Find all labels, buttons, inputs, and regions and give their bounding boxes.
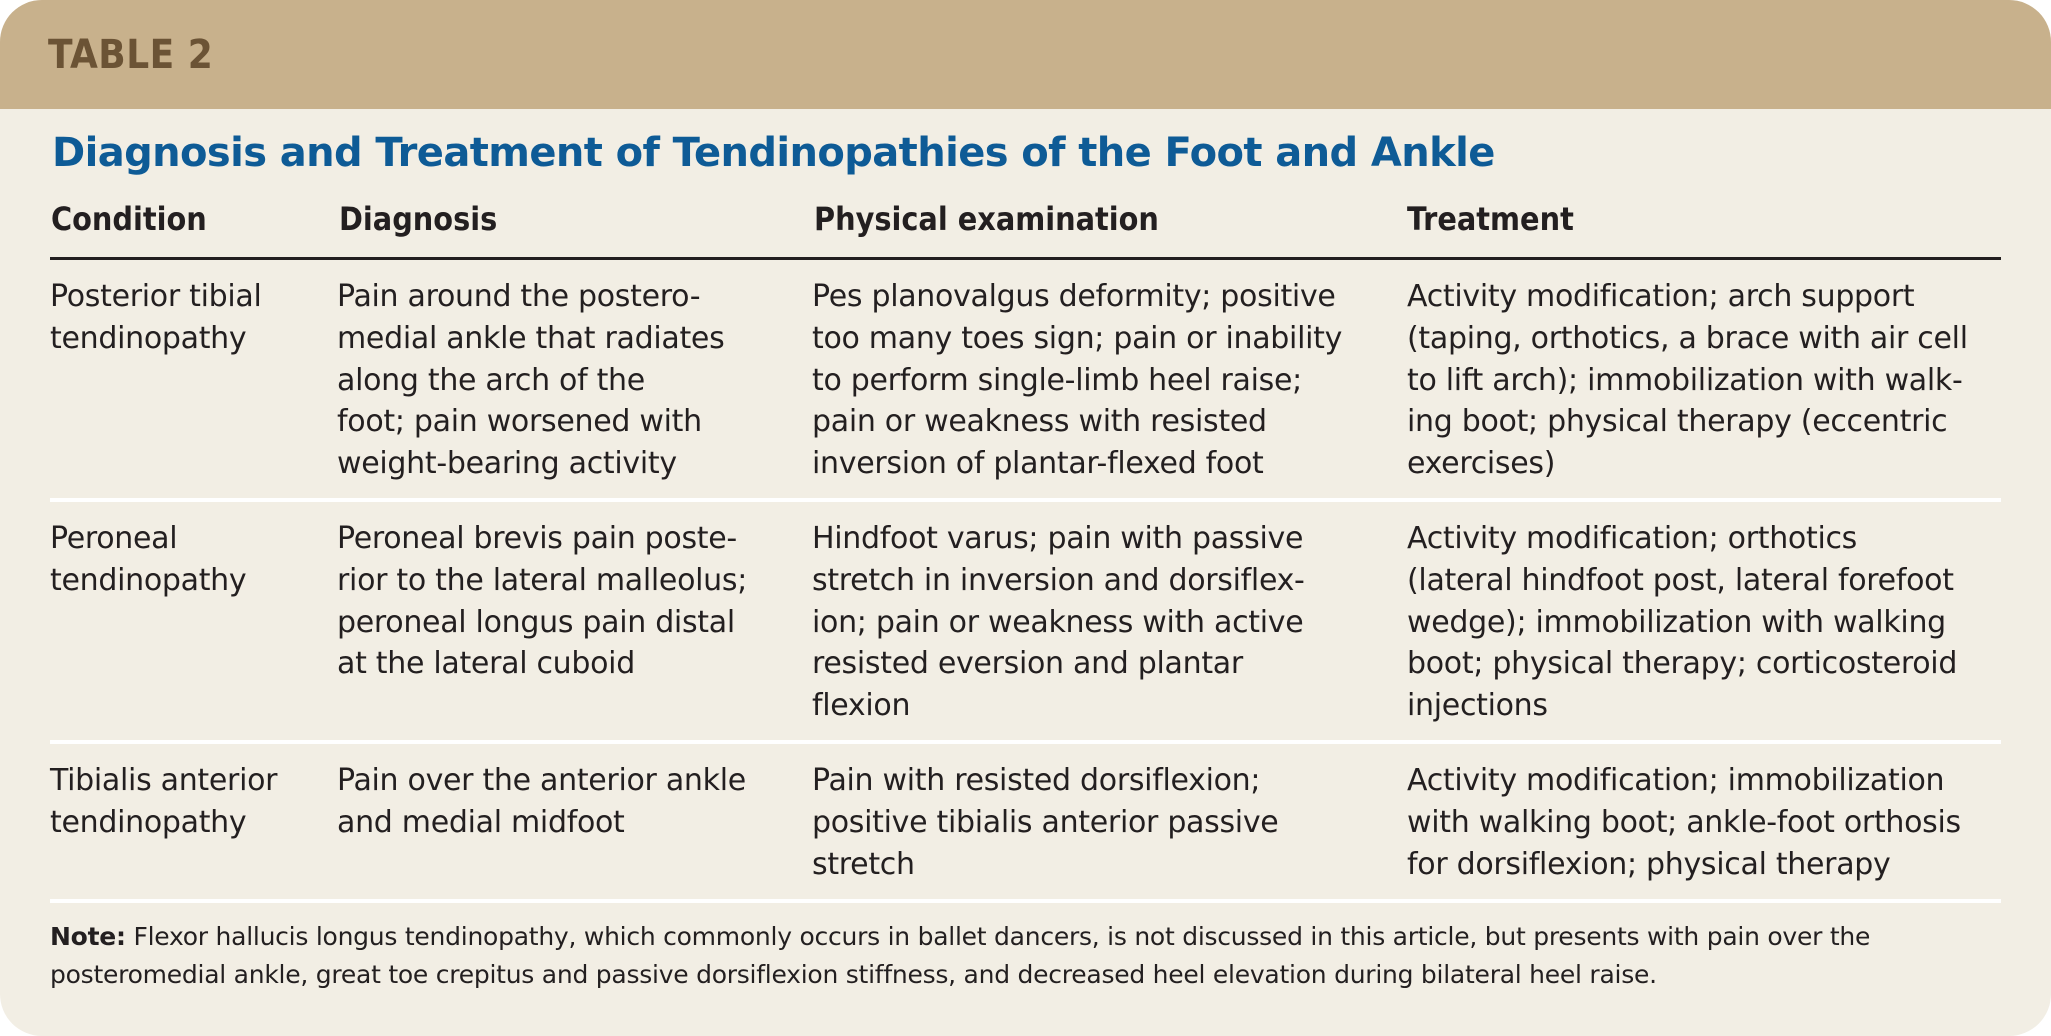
cell-line: Activity modification; orthotics (1407, 521, 1858, 556)
footnote-text: Flexor hallucis longus tendinopathy, which commonly occurs in ballet dancers, is not discussed in this article, but presents with pain over the (125, 922, 1871, 951)
cell-line: injections (1407, 688, 1548, 724)
cell-line: stretch in inversion and dorsiflex- (812, 562, 1305, 598)
column-header-treatment: Treatment (1407, 200, 1574, 238)
row-divider (50, 498, 2001, 502)
column-header-diagnosis: Diagnosis (339, 200, 498, 238)
table-cell-diagnosis (337, 760, 746, 844)
table-cell-condition (50, 760, 277, 844)
cell-line: flexion (812, 688, 911, 724)
cell-line: to lift arch); immobilization with walk- (1407, 362, 1963, 398)
table-cell-diagnosis (337, 518, 747, 685)
table-title: Diagnosis and Treatment of Tendinopathies of the Foot and Ankle (52, 130, 1495, 176)
cell-line: pain or weakness with resisted (812, 404, 1267, 440)
cell-line: rior to the lateral malleolus; (337, 562, 748, 598)
table-cell-diagnosis (337, 276, 724, 485)
table-header-band (0, 0, 2051, 109)
table-cell-condition (50, 518, 246, 602)
cell-line: ion; pain or weakness with active (812, 604, 1304, 640)
cell-line: Posterior tibial (50, 279, 262, 314)
cell-line: Peroneal brevis pain poste- (337, 521, 737, 556)
cell-line: for dorsiflexion; physical therapy (1407, 846, 1891, 882)
table-footnote (50, 918, 1870, 994)
cell-line: tendinopathy (50, 562, 247, 598)
cell-line: Peroneal (50, 521, 178, 556)
table-number-label: TABLE 2 (48, 32, 214, 78)
cell-line: Pain around the postero- (337, 279, 701, 314)
cell-line: wedge); immobilization with walking (1407, 604, 1946, 640)
cell-line: resisted eversion and plantar (812, 646, 1243, 682)
column-header-condition: Condition (51, 200, 207, 238)
cell-line: tendinopathy (50, 320, 247, 356)
cell-line: (lateral hindfoot post, lateral forefoot (1407, 562, 1954, 598)
cell-line: tendinopathy (50, 804, 247, 840)
table-cell-exam (812, 760, 1278, 885)
cell-line: at the lateral cuboid (337, 646, 635, 682)
cell-line: Hindfoot varus; pain with passive (812, 521, 1304, 556)
cell-line: weight-bearing activity (337, 446, 677, 482)
table-cell-treatment (1407, 760, 1961, 885)
column-header-physical-examination: Physical examination (814, 200, 1159, 238)
footnote-label: Note: (50, 922, 126, 951)
cell-line: Activity modification; arch support (1407, 279, 1915, 314)
cell-line: positive tibialis anterior passive (812, 804, 1279, 840)
table-cell-treatment (1407, 276, 1968, 485)
cell-line: (taping, orthotics, a brace with air cell (1407, 320, 1968, 356)
cell-line: boot; physical therapy; corticosteroid (1407, 646, 1958, 682)
cell-line: and medial midfoot (337, 804, 625, 840)
cell-line: to perform single-limb heel raise; (812, 362, 1302, 398)
header-rule (50, 257, 2001, 260)
cell-line: Activity modification; immobilization (1407, 763, 1945, 798)
table-cell-condition (50, 276, 262, 360)
cell-line: stretch (812, 846, 915, 882)
row-divider (50, 899, 2001, 903)
footnote-line-1 (50, 918, 1870, 956)
cell-line: too many toes sign; pain or inability (812, 320, 1343, 356)
cell-line: Pain with resisted dorsiflexion; (812, 763, 1261, 798)
table-cell-exam (812, 276, 1342, 485)
cell-line: Tibialis anterior (50, 763, 278, 798)
cell-line: along the arch of the (337, 362, 645, 398)
cell-line: medial ankle that radiates (337, 320, 725, 356)
table-cell-treatment (1407, 518, 1957, 727)
cell-line: exercises) (1407, 446, 1556, 482)
cell-line: Pain over the anterior ankle (337, 763, 746, 798)
cell-line: Pes planovalgus deformity; positive (812, 279, 1336, 314)
cell-line: foot; pain worsened with (337, 404, 702, 440)
cell-line: inversion of plantar-flexed foot (812, 446, 1264, 482)
footnote-line-2: posteromedial ankle, great toe crepitus and passive dorsiflexion stiffness, and decreased heel elevation during bilateral heel raise. (50, 960, 1657, 989)
cell-line: with walking boot; ankle-foot orthosis (1407, 804, 1961, 840)
cell-line: ing boot; physical therapy (eccentric (1407, 404, 1948, 440)
table-cell-exam (812, 518, 1305, 727)
cell-line: peroneal longus pain distal (337, 604, 735, 640)
row-divider (50, 740, 2001, 744)
